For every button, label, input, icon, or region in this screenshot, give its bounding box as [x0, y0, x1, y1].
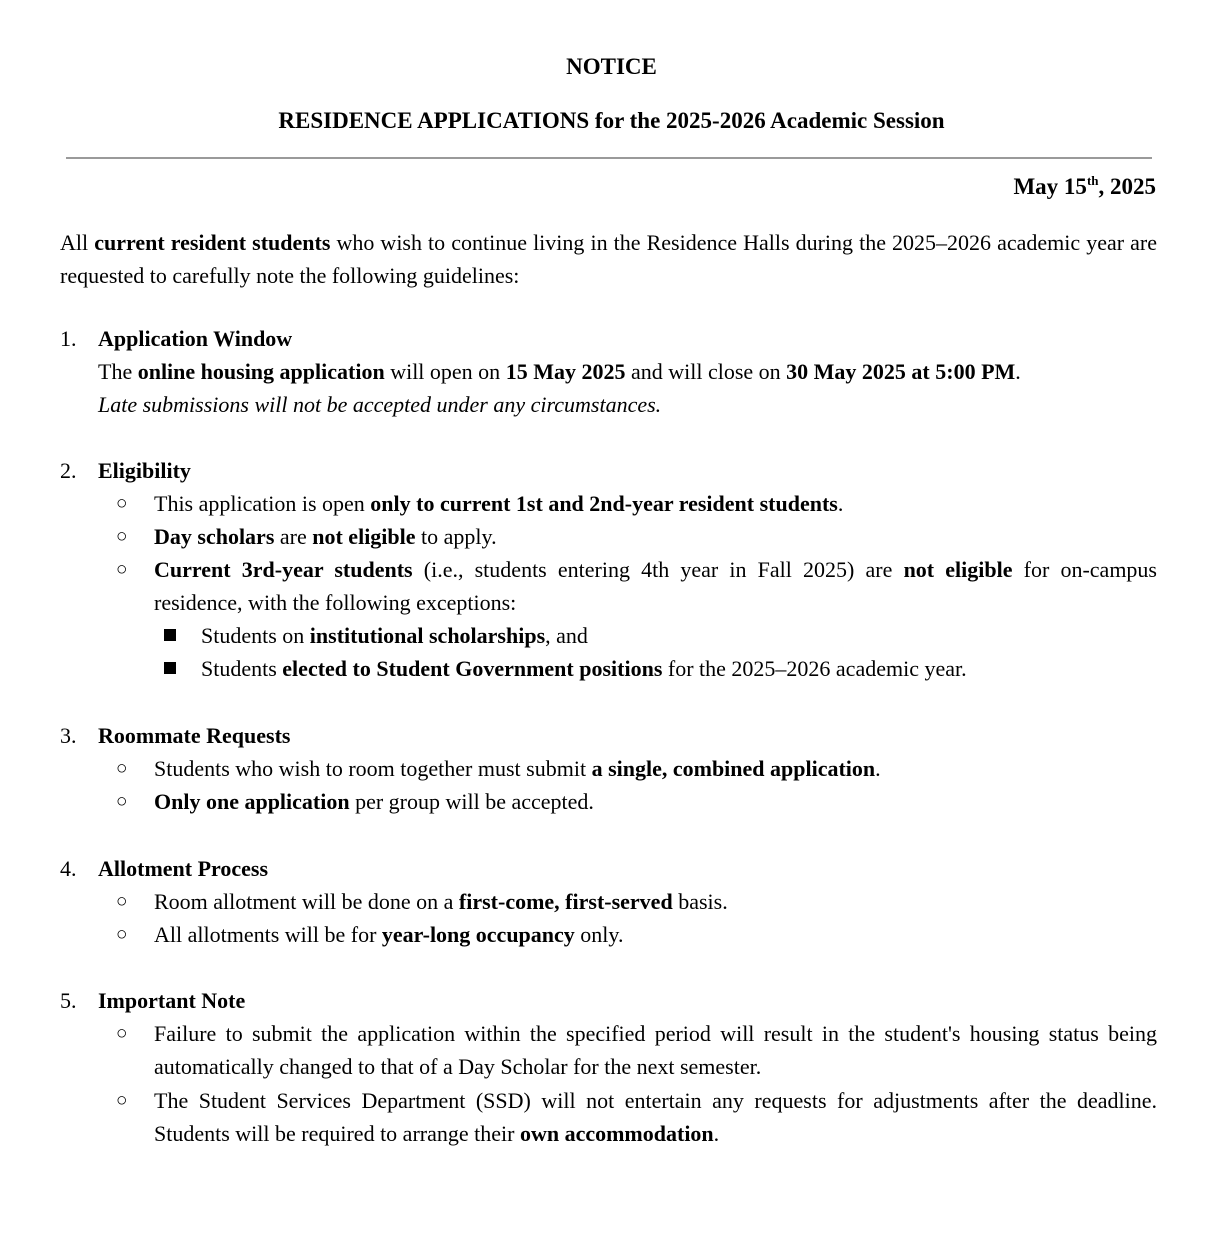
- notice-title: NOTICE: [566, 54, 657, 79]
- circle-bullet-icon: ○: [116, 493, 128, 514]
- circle-bullet-icon: ○: [116, 891, 128, 912]
- header-divider: [66, 157, 1152, 159]
- circle-bullet-icon: ○: [116, 1023, 128, 1044]
- notice-subtitle: RESIDENCE APPLICATIONS for the 2025-2026 Academic Session: [278, 108, 945, 133]
- section-title: Allotment Process: [98, 856, 269, 881]
- section-number: 4.: [60, 856, 77, 881]
- notice-date: May 15th, 2025: [1013, 173, 1156, 199]
- section-title: Important Note: [98, 988, 246, 1013]
- section-title: Application Window: [98, 326, 293, 351]
- circle-bullet-icon: ○: [116, 559, 128, 580]
- square-bullet-icon: [164, 662, 176, 674]
- section-paragraph: The online housing application will open on 15 May 2025 and will close on 30 May 2025 at 5:00 PM. Late submissions will not be accepted under any circumstances.: [98, 359, 1021, 417]
- section-number: 3.: [60, 723, 77, 748]
- section-number: 1.: [60, 326, 77, 351]
- notice-page: NOTICE RESIDENCE APPLICATIONS for the 2025-2026 Academic Session May 15th, 2025 All current resident students who wish to continue living in the Residence Halls during the 2025–2026 academic year are requested to carefully note the following guidelines: 1. Application Window The online housing application will open on 15 May 2025 and will close on 30 May 2025 at 5:00 PM. Late submissions will not be accepted under any circumstances. 2. Eligibility ○ This application is open only to current 1st and 2nd-year resident students. ○ Day scholars are not eligible to apply. ○ Current 3rd-year students (i.e., students entering 4th year in Fall 2025) are not eligible for on-campus residence, with the following exceptions: Students on institutional scholarships, and Students elected to Student Government positions for the 2025–2026 academic year. 3. Roommate Requests ○ Students who wish to room together must submit a single, combined application. ○ Only one application per group will be accepted. 4. Allotment Process ○ Room allotment will be done on a first-come, first-served basis. ○ All allotments will be for year-long occupancy only. 5. Important Note ○ Failure to submit the application within the specified period will result in the student's housing status being automatically changed to that of a Day Scholar for the next semester. ○ The Student Services Department (SSD) will not entertain any requests for adjustments after the deadline. Students will be required to arrange their own accommodation.: [0, 0, 1223, 1249]
- section-number: 5.: [60, 988, 77, 1013]
- square-bullet-icon: [164, 629, 176, 641]
- intro-paragraph: All current resident students who wish to continue living in the Residence Halls during the 2025–2026 academic year are requested to carefully note the following guidelines:: [60, 230, 1157, 288]
- section-number: 2.: [60, 458, 77, 483]
- circle-bullet-icon: ○: [116, 526, 128, 547]
- circle-bullet-icon: ○: [116, 924, 128, 945]
- section-title: Roommate Requests: [98, 723, 291, 748]
- section-title: Eligibility: [98, 458, 191, 483]
- circle-bullet-icon: ○: [116, 791, 128, 812]
- circle-bullet-icon: ○: [116, 758, 128, 779]
- circle-bullet-icon: ○: [116, 1090, 128, 1111]
